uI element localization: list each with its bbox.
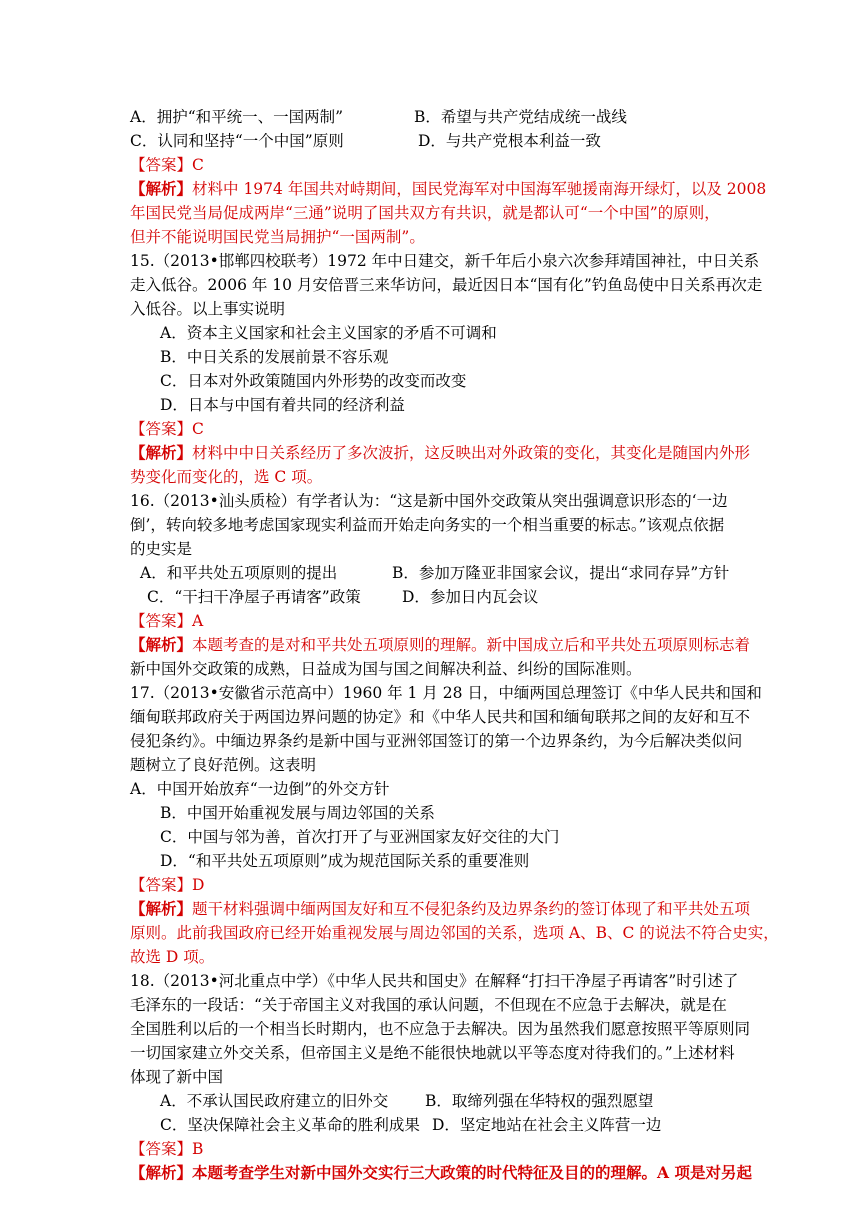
q17-analysis-line: 原则。此前我国政府已经开始重视发展与周边邻国的关系，选项 A、B、C 的说法不符合史实，: [130, 924, 779, 942]
q17-stem-line: 题树立了良好范例。这表明: [130, 756, 317, 774]
q16-stem-line: 的史实是: [130, 540, 193, 558]
q15-option-a: A．资本主义国家和社会主义国家的矛盾不可调和: [160, 324, 497, 342]
q15-analysis-line: 【解析】材料中中日关系经历了多次波折，这反映出对外政策的变化，其变化是随国内外形: [130, 443, 751, 462]
q15-stem-line: 入低谷。以上事实说明: [130, 300, 286, 318]
q16-option-b: B．参加万隆亚非国家会议，提出“求同存异”方针: [392, 564, 730, 582]
q14-option-c: C．认同和坚持“一个中国”原则: [130, 132, 344, 150]
q15-option-c: C．日本对外政策随国内外形势的改变而改变: [160, 372, 467, 390]
q18-stem-line: 毛泽东的一段话：“关于帝国主义对我国的承认问题，不但现在不应急于去解决，就是在: [130, 996, 727, 1014]
q16-analysis-line: 新中国外交政策的成熟，日益成为国与国之间解决利益、纠纷的国际准则。: [130, 660, 642, 678]
q14-analysis-line: 【解析】材料中 1974 年国共对峙期间，国民党海军对中国海军驰援南海开绿灯，以及 2008: [130, 179, 767, 198]
q17-analysis-line: 【解析】题干材料强调中缅两国友好和互不侵犯条约及边界条约的签订体现了和平共处五项: [130, 899, 751, 918]
q15-answer: 【答案】C: [130, 420, 204, 438]
q14-option-b: B．希望与共产党结成统一战线: [414, 108, 627, 126]
q18-stem-line: 体现了新中国: [130, 1068, 224, 1086]
q16-analysis-line: 【解析】本题考查的是对和平共处五项原则的理解。新中国成立后和平共处五项原则标志着: [130, 635, 751, 654]
q18-option-c: C．坚决保障社会主义革命的胜利成果: [160, 1116, 420, 1134]
q18-stem-line: 18.（2013•河北重点中学）《中华人民共和国史》在解释“打扫干净屋子再请客”时引述了: [130, 972, 739, 990]
q18-stem-line: 一切国家建立外交关系，但帝国主义是绝不能很快地就以平等态度对待我们的。”上述材料: [130, 1044, 735, 1062]
analysis-label: 【解析】: [130, 179, 193, 198]
q17-option-d: D．“和平共处五项原则”成为规范国际关系的重要准则: [160, 852, 530, 870]
q16-option-a: A．和平共处五项原则的提出: [140, 564, 338, 582]
q17-option-a: A．中国开始放弃“一边倒”的外交方针: [130, 780, 390, 798]
q16-stem-line: 16.（2013•汕头质检）有学者认为：“这是新中国外交政策从突出强调意识形态的‘一边: [130, 492, 728, 510]
q17-stem-line: 17.（2013•安徽省示范高中）1960 年 1 月 28 日，中缅两国总理签订《中华人民共和国和: [130, 684, 762, 702]
q16-answer: 【答案】A: [130, 612, 204, 630]
q18-option-b: B．取缔列强在华特权的强烈愿望: [425, 1092, 654, 1110]
q14-analysis-line: 但并不能说明国民党当局拥护“一国两制”。: [130, 228, 425, 246]
q15-option-d: D．日本与中国有着共同的经济利益: [160, 396, 405, 414]
q18-option-d: D．坚定地站在社会主义阵营一边: [432, 1116, 662, 1134]
q15-stem-line: 15.（2013•邯郸四校联考）1972 年中日建交，新千年后小泉六次参拜靖国神社，中日关系: [130, 252, 760, 270]
q14-answer: 【答案】C: [130, 156, 204, 174]
q14-option-d: D．与共产党根本利益一致: [418, 132, 601, 150]
analysis-label: 【解析】: [130, 1163, 193, 1182]
q14-option-a: A．拥护“和平统一、一国两制”: [130, 108, 344, 126]
q15-option-b: B．中日关系的发展前景不容乐观: [160, 348, 389, 366]
q18-analysis-line: 【解析】本题考查学生对新中国外交实行三大政策的时代特征及目的的理解。A 项是对另起: [130, 1163, 752, 1182]
q17-option-b: B．中国开始重视发展与周边邻国的关系: [160, 804, 435, 822]
q18-option-a: A．不承认国民政府建立的旧外交: [160, 1092, 389, 1110]
q14-analysis-line: 年国民党当局促成两岸“三通”说明了国共双方有共识，就是都认可“一个中国”的原则，: [130, 204, 720, 222]
q16-option-c: C．“干扫干净屋子再请客”政策: [147, 588, 361, 606]
q17-analysis-line: 故选 D 项。: [130, 948, 215, 966]
q16-option-d: D．参加日内瓦会议: [402, 588, 539, 606]
q17-stem-line: 缅甸联邦政府关于两国边界问题的协定》和《中华人民共和国和缅甸联邦之间的友好和互不: [130, 708, 751, 726]
q17-answer: 【答案】D: [130, 876, 205, 894]
q17-option-c: C．中国与邻为善，首次打开了与亚洲国家友好交往的大门: [160, 828, 560, 846]
q15-stem-line: 走入低谷。2006 年 10 月安倍晋三来华访问，最近因日本“国有化”钓鱼岛使中日关系再次走: [130, 276, 763, 294]
analysis-label: 【解析】: [130, 899, 193, 918]
q17-stem-line: 侵犯条约》。中缅边界条约是新中国与亚洲邻国签订的第一个边界条约，为今后解决类似问: [130, 732, 743, 750]
q15-analysis-line: 势变化而变化的，选 C 项。: [130, 468, 323, 486]
analysis-label: 【解析】: [130, 635, 193, 654]
q16-stem-line: 倒’，转向较多地考虑国家现实利益而开始走向务实的一个相当重要的标志。”该观点依据: [130, 516, 725, 534]
q18-stem-line: 全国胜利以后的一个相当长时期内，也不应急于去解决。因为虽然我们愿意按照平等原则同: [130, 1020, 751, 1038]
analysis-label: 【解析】: [130, 443, 193, 462]
q18-answer: 【答案】B: [130, 1140, 204, 1158]
